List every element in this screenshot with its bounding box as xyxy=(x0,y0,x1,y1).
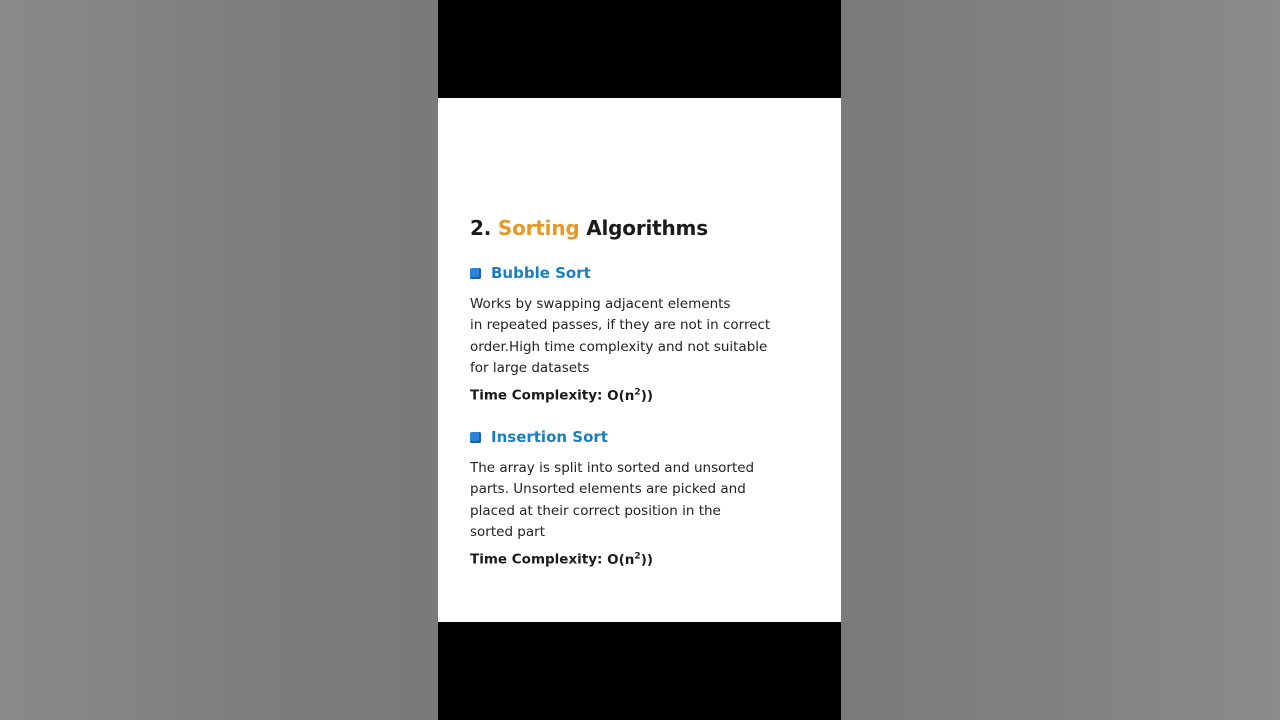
complexity-close: )) xyxy=(640,551,654,568)
description-line: sorted part xyxy=(470,523,545,540)
description-line: parts. Unsorted elements are picked and xyxy=(470,481,746,498)
complexity-exponent: 2 xyxy=(634,551,641,561)
slide-title xyxy=(470,216,708,240)
video-frame xyxy=(438,0,841,720)
complexity-base: O(n xyxy=(607,551,635,568)
section-heading-label: Insertion Sort xyxy=(491,428,608,446)
description-line: for large datasets xyxy=(470,359,590,376)
description-line: in repeated passes, if they are not in correct xyxy=(470,317,771,334)
letterbox-bottom xyxy=(438,622,841,720)
complexity-value xyxy=(607,388,653,404)
complexity-label: Time Complexity: xyxy=(470,551,603,568)
complexity-base: O(n xyxy=(607,387,635,404)
description-line: Works by swapping adjacent elements xyxy=(470,296,731,312)
description-line: order.High time complexity and not suitable xyxy=(470,338,768,355)
complexity-label: Time Complexity: xyxy=(470,387,603,404)
square-bullet-icon xyxy=(470,432,481,443)
section-heading-bubble-sort xyxy=(470,264,591,282)
title-prefix: 2. xyxy=(470,216,492,240)
slide-card xyxy=(438,98,841,622)
section-heading-label: Bubble Sort xyxy=(491,264,591,282)
section-description-bubble-sort xyxy=(470,294,810,379)
complexity-value xyxy=(607,552,653,568)
time-complexity-bubble-sort xyxy=(470,387,653,404)
section-heading-insertion-sort xyxy=(470,428,608,446)
complexity-close: )) xyxy=(640,387,654,404)
title-suffix: Algorithms xyxy=(586,216,708,240)
blurred-background-right xyxy=(841,0,1280,720)
section-description-insertion-sort xyxy=(470,458,810,543)
blurred-background-left xyxy=(0,0,438,720)
description-line: placed at their correct position in the xyxy=(470,502,721,519)
title-accent-word: Sorting xyxy=(497,216,580,240)
complexity-exponent: 2 xyxy=(634,387,641,397)
time-complexity-insertion-sort xyxy=(470,551,653,568)
square-bullet-icon xyxy=(470,268,481,279)
description-line: The array is split into sorted and unsorted xyxy=(470,460,755,476)
